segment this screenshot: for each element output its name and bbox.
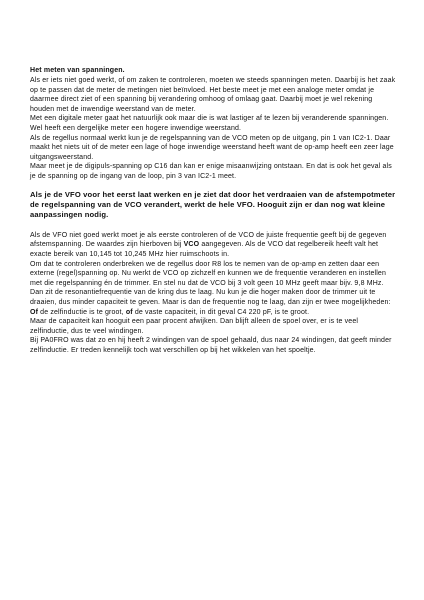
bold-of-1: Of — [30, 308, 39, 316]
paragraph-capacitance: Maar de capaciteit kan hooguit een paar procent afwijken. Dan blijft alleen de spoel over, er is te veel zelfinductie, dus te veel windingen. — [30, 318, 359, 335]
spacer — [30, 221, 398, 231]
bold-of-2: of — [125, 308, 133, 316]
bold-vco: VCO — [183, 241, 200, 249]
paragraph-regellus: Als de regellus normaal werkt kun je de regelspanning van de VCO meten op de uitgang, pin 1 van IC2-1. Daar maakt het niets uit of de meter een lage of hoge inwendige weerstand heeft want de op-amp heeft een zeer lage uitgangsweerstand. — [30, 134, 394, 161]
section-heading: Het meten van spanningen. — [30, 67, 125, 74]
text-run: de zelfinductie is te groot, — [38, 308, 126, 316]
text-run: Als de VFO niet goed werkt moet je als eerste controleren of de VCO de juiste frequentie geeft bij de gegeven afstemspanning. De waardes zijn hierboven bij — [30, 231, 387, 249]
paragraph-control-procedure: Om dat te controleren onderbreken we de regellus door R8 los te nemen van de op-amp en zetten daar een externe (regel)spanning op. Nu werkt de VCO op zichzelf en kunnen we de frequentie veranderen en instellen met die regelspanning én de trimmer. En stel nu dat de VCO bij 3 volt geen 10 MHz geeft maar bijv. 9,8 MHz. Dan zit de resonantiefrequentie van de kring dus te laag. Nu kun je die hoger maken door de trimmer uit te draaien, dus minder capaciteit te geven. Maar is dan de frequentie nog te laag, dan zijn er twee mogelijkheden: — [30, 260, 391, 306]
paragraph-possibilities — [30, 308, 398, 318]
document-page — [30, 66, 398, 356]
paragraph-digipuls: Maar meet je de digipuls-spanning op C16 dan kan er enige misaanwijzing ontstaan. En dat is ook het geval als je de spanning op de ingang van de loop, pin 3 van IC2-1 meet. — [30, 163, 392, 181]
text-run: de vaste capaciteit, in dit geval C4 220 pF, is te groot. — [132, 308, 310, 316]
paragraph-pa0fro: Bij PA0FRO was dat zo en hij heeft 2 windingen van de spoel gehaald, dus naar 24 windingen, dat geeft minder zelfinductie. Er treden kennelijk toch wat verschillen op bij het wikkelen van het spoeltje. — [30, 337, 392, 354]
paragraph-intro: Als er iets niet goed werkt, of om zaken te controleren, moeten we steeds spanningen meten. Daarbij is het zaak op te passen dat de meter de metingen niet beïnvloed. Het beste meet je met een analoge meter omdat je daarmee direct ziet of een spanning bij verandering omhoog of omlaag gaat. Daarbij moet je wel rekening houden met de inwendige weerstand van de meter. — [30, 77, 396, 113]
paragraph-vco-check — [30, 231, 398, 260]
text-run: aangegeven. Als de VCO dat regelbereik heeft valt het exacte bereik van 10,145 tot 10,245 MHz hier ruimschoots in. — [30, 241, 379, 259]
paragraph-bold-note: Als je de VFO voor het eerst laat werken en je ziet dat door het verdraaien van de afstempotmeter de regelspanning van de VCO verandert, werkt de hele VFO. Hooguit zijn er dan nog wat kleine aanpassingen nodig. — [30, 189, 396, 220]
paragraph-digital-meter: Met een digitale meter gaat het natuurlijk ook maar die is wat lastiger af te lezen bij veranderende spanningen. Wel heeft een dergelijke meter een hogere inwendige weerstand. — [30, 115, 389, 133]
